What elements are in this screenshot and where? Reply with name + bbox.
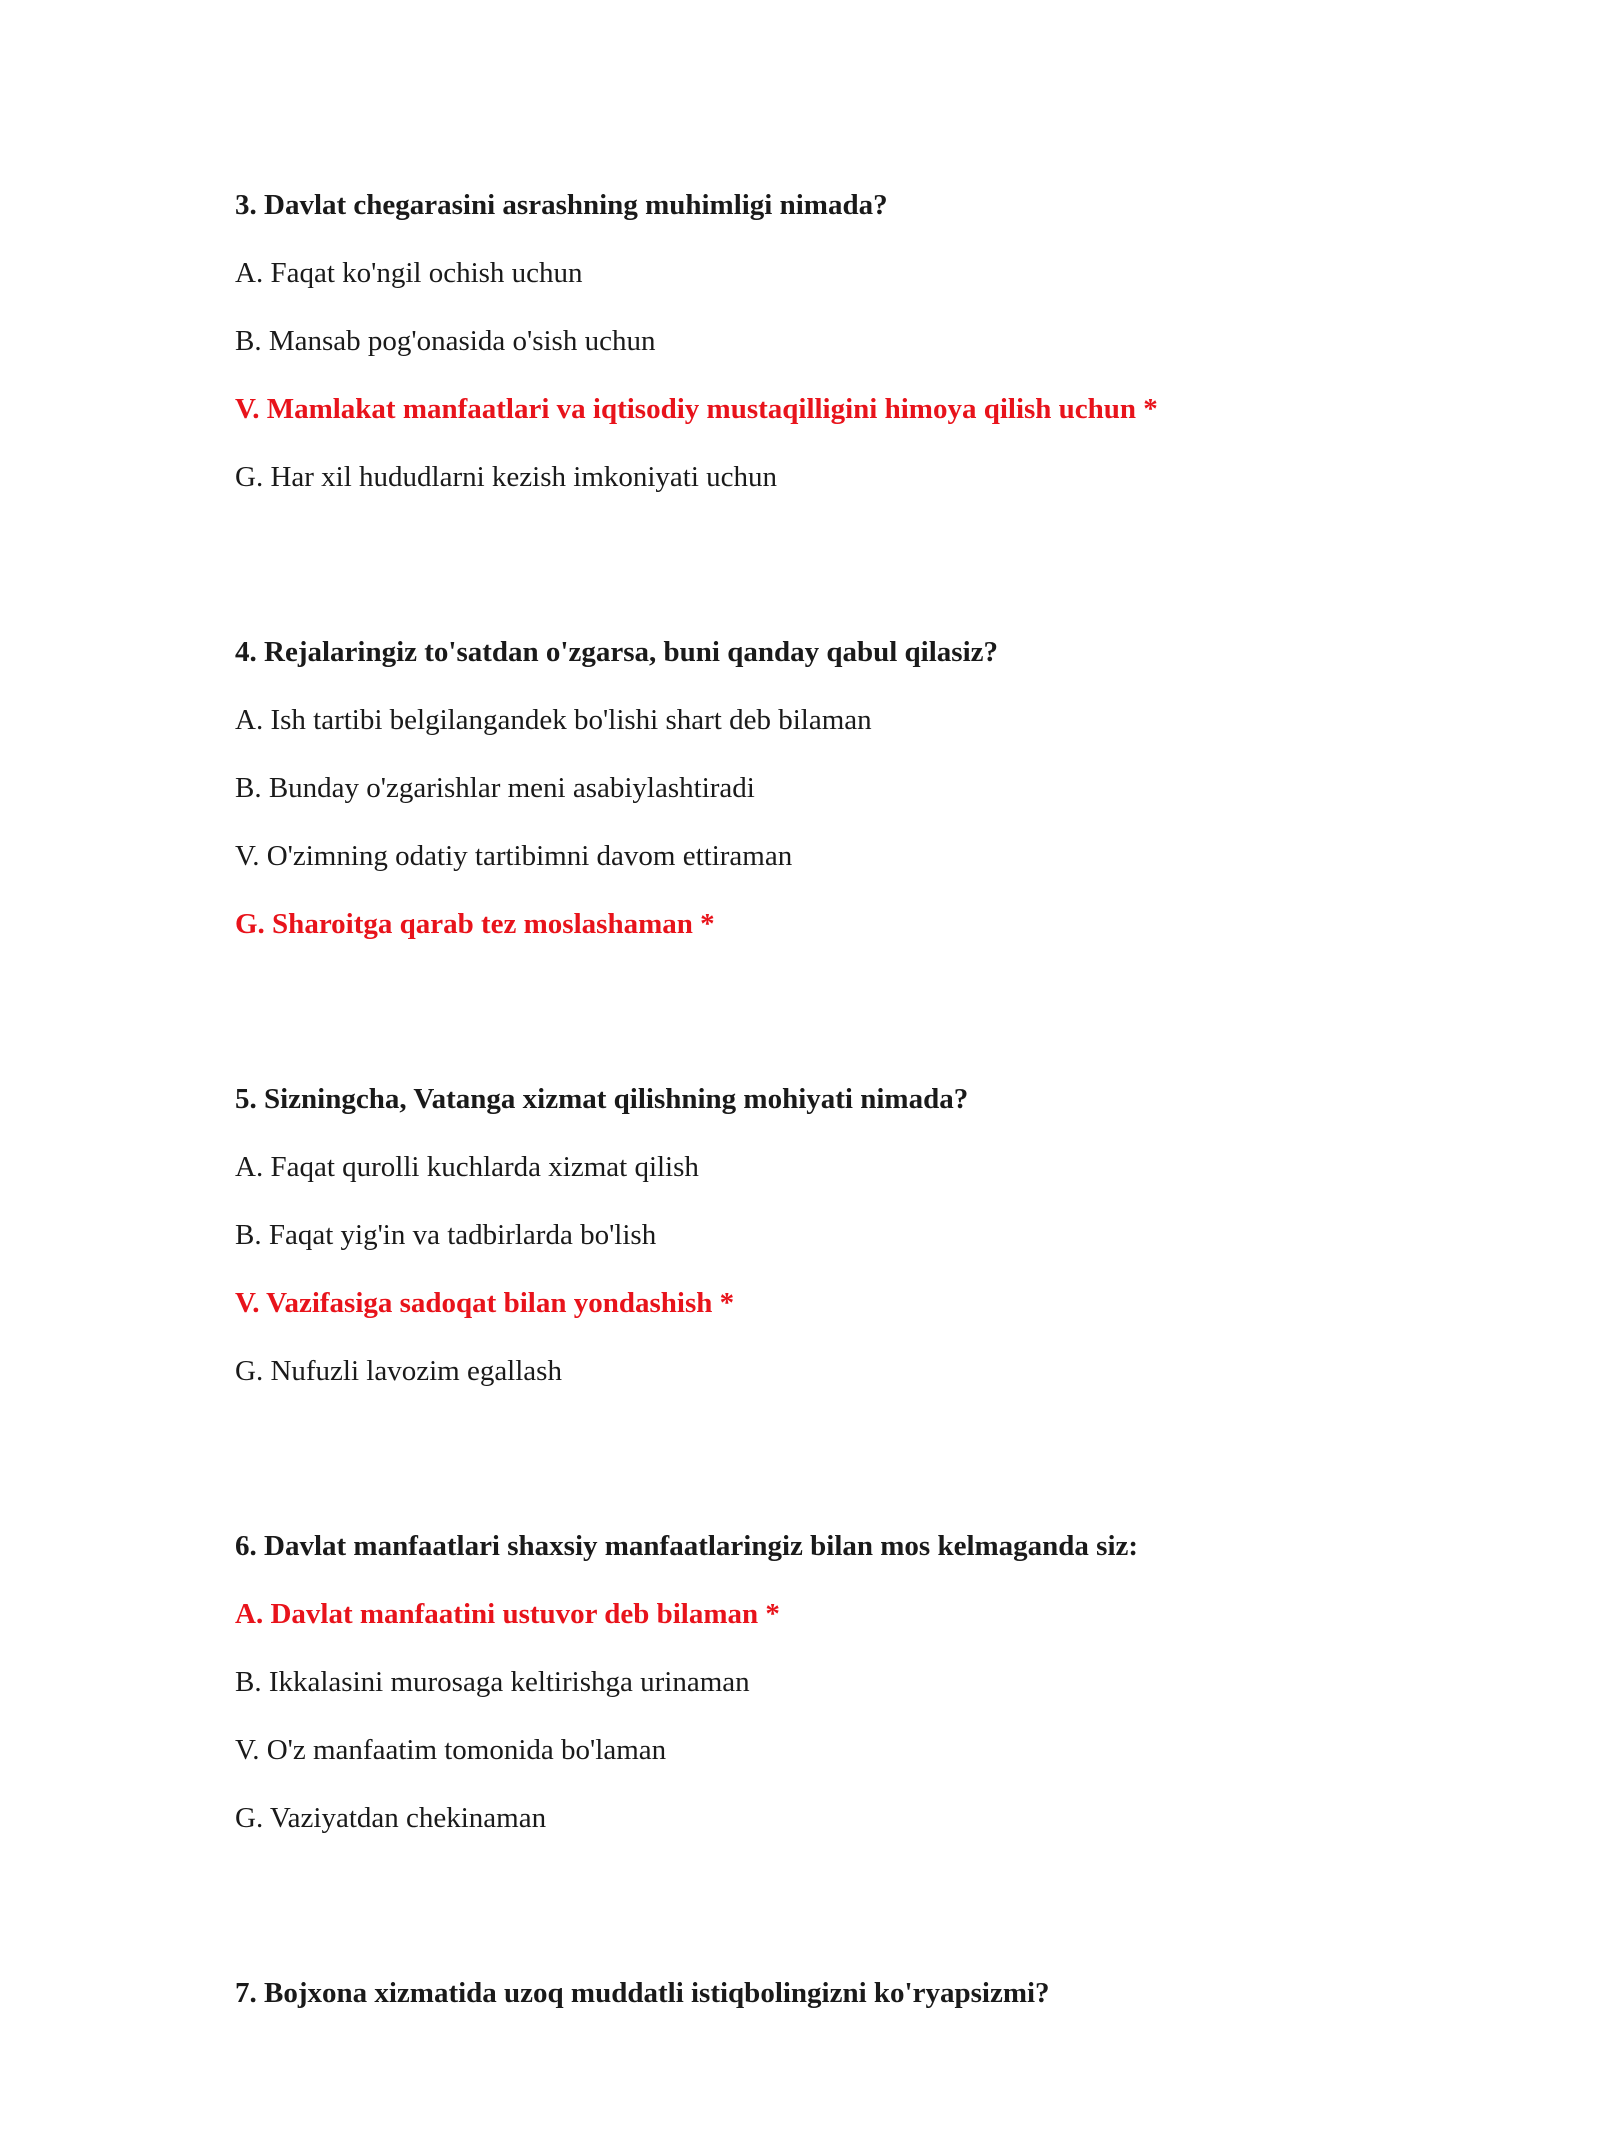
- answer-option-v: V. O'zimning odatiy tartibimni davom ettiraman: [235, 840, 793, 872]
- question-title: 4. Rejalaringiz to'satdan o'zgarsa, buni qanday qabul qilasiz?: [235, 636, 998, 668]
- answer-option-g: G. Har xil hududlarni kezish imkoniyati uchun: [235, 461, 778, 493]
- answer-option-g: G. Nufuzli lavozim egallash: [235, 1355, 562, 1387]
- question-7: [235, 1973, 1535, 2013]
- question-6: [235, 1526, 1535, 1838]
- answer-option-v: V. O'z manfaatim tomonida bo'laman: [235, 1734, 667, 1766]
- question-3: [235, 185, 1535, 497]
- answer-option-v-correct: V. Vazifasiga sadoqat bilan yondashish *: [235, 1287, 735, 1319]
- answer-option-b: B. Ikkalasini murosaga keltirishga urinaman: [235, 1666, 750, 1698]
- question-title: 3. Davlat chegarasini asrashning muhimligi nimada?: [235, 189, 888, 221]
- answer-option-v-correct: V. Mamlakat manfaatlari va iqtisodiy mustaqilligini himoya qilish uchun *: [235, 393, 1158, 425]
- question-5: [235, 1079, 1535, 1391]
- answer-option-b: B. Bunday o'zgarishlar meni asabiylashtiradi: [235, 772, 755, 804]
- question-4: [235, 632, 1535, 944]
- document-page: [235, 185, 1535, 2148]
- question-title: 7. Bojxona xizmatida uzoq muddatli istiqbolingizni ko'ryapsizmi?: [235, 1977, 1050, 2009]
- answer-option-a: A. Faqat qurolli kuchlarda xizmat qilish: [235, 1151, 699, 1183]
- question-title: 5. Sizningcha, Vatanga xizmat qilishning mohiyati nimada?: [235, 1083, 969, 1115]
- answer-option-b: B. Mansab pog'onasida o'sish uchun: [235, 325, 656, 357]
- answer-option-g-correct: G. Sharoitga qarab tez moslashaman *: [235, 908, 715, 940]
- answer-option-g: G. Vaziyatdan chekinaman: [235, 1802, 547, 1834]
- answer-option-a-correct: A. Davlat manfaatini ustuvor deb bilaman *: [235, 1598, 780, 1630]
- question-title: 6. Davlat manfaatlari shaxsiy manfaatlaringiz bilan mos kelmaganda siz:: [235, 1530, 1139, 1562]
- answer-option-a: A. Ish tartibi belgilangandek bo'lishi shart deb bilaman: [235, 704, 872, 736]
- answer-option-b: B. Faqat yig'in va tadbirlarda bo'lish: [235, 1219, 657, 1251]
- answer-option-a: A. Faqat ko'ngil ochish uchun: [235, 257, 583, 289]
